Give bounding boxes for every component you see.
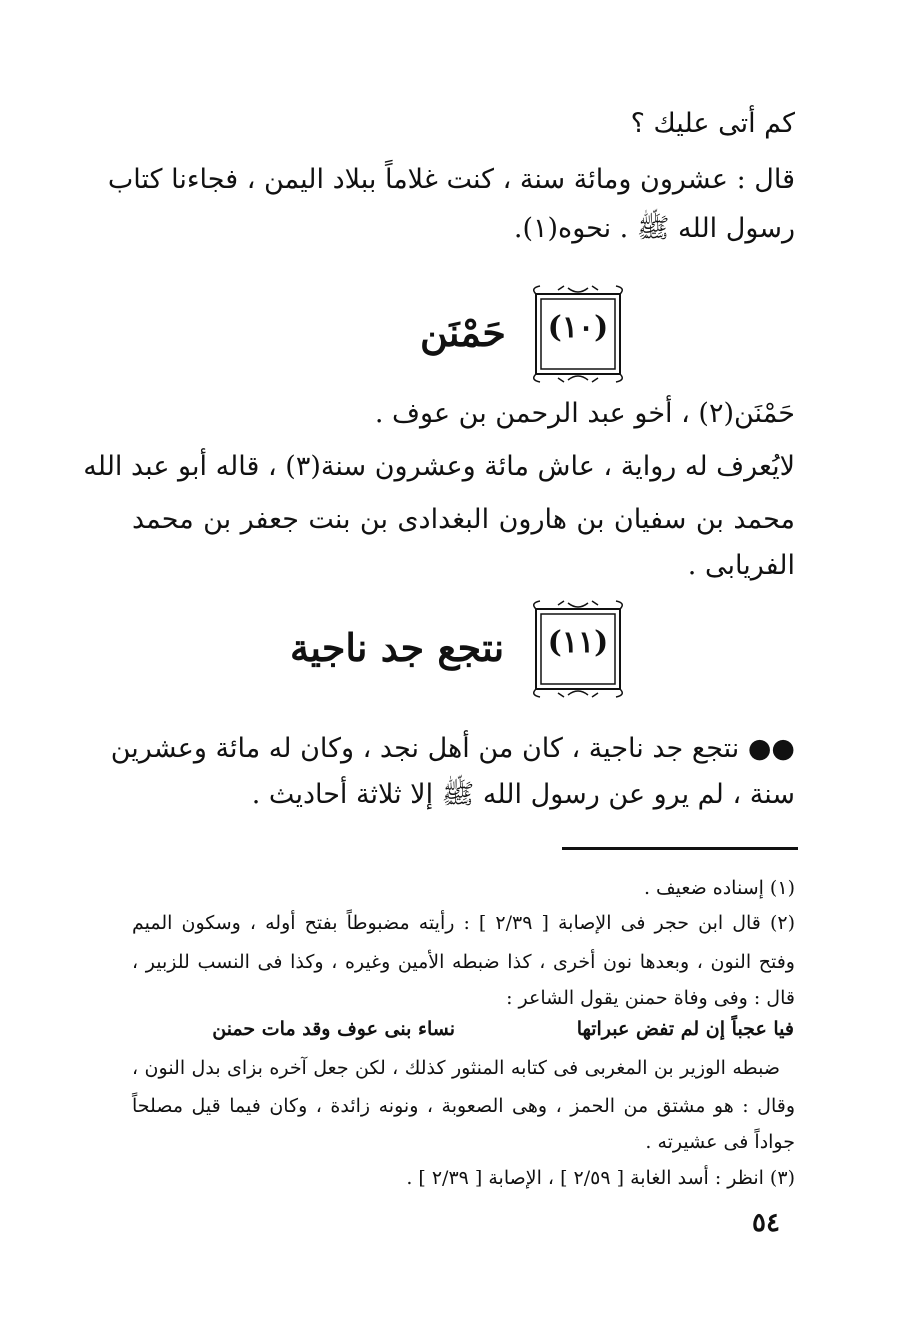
text-line-1: كم أتى عليك ؟ [630,108,795,139]
footnote-2-line-1: (٢) قال ابن حجر فى الإصابة [ ٢/٣٩ ] : رأيته مضبوطاً بفتح أوله ، وسكون الميم [132,912,795,934]
entry-heading-10 [0,284,900,394]
footnote-1: (١) إسناده ضعيف . [643,877,795,899]
footnote-3: (٣) انظر : أسد الغابة [ ٢/٥٩ ] ، الإصابة [ ٢/٣٩ ] . [406,1167,795,1189]
entry-11-line-1: ●● نتجع جد ناجية ، كان من أهل نجد ، وكان له مائة وعشرين [110,733,795,764]
page-number: ٥٤ [752,1208,780,1238]
footnote-2-line-4: ضبطه الوزير بن المغربى فى كتابه المنثور كذلك ، لكن جعل آخره بزاى بدل النون ، [132,1057,780,1079]
entry-number-10: (١٠) [547,310,609,345]
entry-10-line-4: الفريابى . [687,550,795,581]
entry-10-line-1: حَمْنَن(٢) ، أخو عبد الرحمن بن عوف . [374,398,795,429]
entry-10-line-2: لايُعرف له رواية ، عاش مائة وعشرون سنة(٣) ، قاله أبو عبد الله [83,451,795,482]
text-line-3: رسول الله ﷺ . نحوه(١). [513,213,795,244]
footnote-divider [562,847,798,850]
footnote-2-line-2: وفتح النون ، وبعدها نون أخرى ، كذا ضبطه الأمين وغيره ، وكذا فى النسب للزبير ، [132,951,795,973]
poem-hemistich-2: نساء بنى عوف وقد مات حمنن [212,1018,455,1040]
entry-number-11: (١١) [547,625,609,660]
entry-heading-11 [0,599,900,709]
text-line-2: قال : عشرون ومائة سنة ، كنت غلاماً ببلاد اليمن ، فجاءنا كتاب [107,164,795,195]
footnote-2-line-5: وقال : هو مشتق من الحمز ، وهى الصعوبة ، ونونه زائدة ، وكان فيما قيل مصلحاً [132,1095,795,1117]
footnote-2-line-6: جواداً فى عشيرته . [645,1131,795,1153]
footnote-2-line-3: قال : وفى وفاة حمنن يقول الشاعر : [506,987,795,1009]
entry-11-line-2: سنة ، لم يرو عن رسول الله ﷺ إلا ثلاثة أحاديث . [251,779,795,810]
entry-title-10: حَمْنَن [420,310,506,355]
entry-title-11: نتجع جد ناجية [290,625,505,670]
poem-hemistich-1: فيا عجباً إن لم تفض عبراتها [576,1018,794,1040]
entry-10-line-3: محمد بن سفيان بن هارون البغدادى بن بنت جعفر بن محمد [132,504,795,535]
